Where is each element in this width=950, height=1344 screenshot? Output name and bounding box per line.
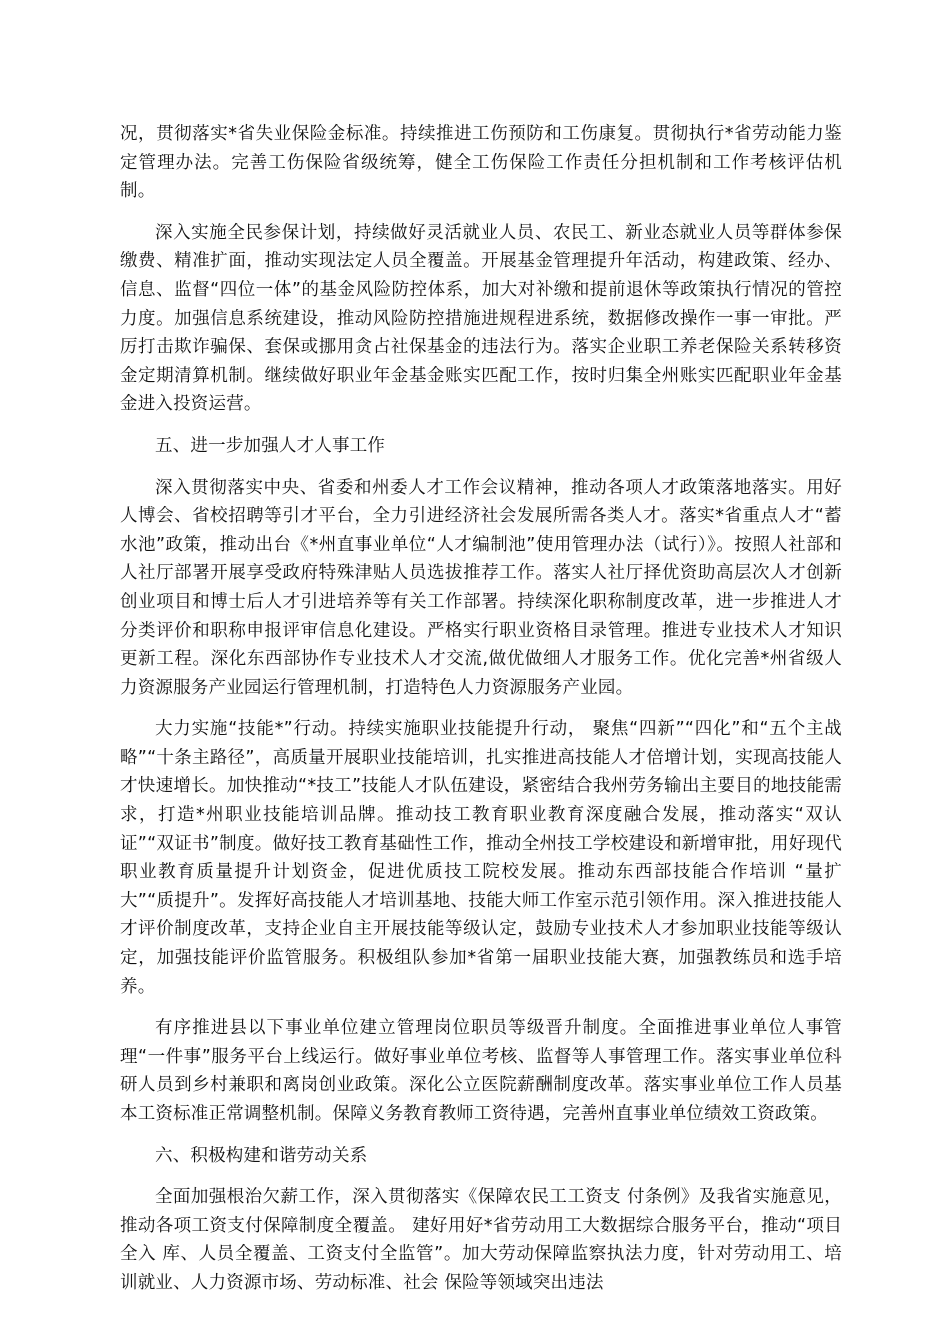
paragraph-talent-policy: 深入贯彻落实中央、省委和州委人才工作会议精神，推动各项人才政策落地落实。用好人博会、省校招聘等引才平台，全力引进经济社会发展所需各类人才。落实*省重点人才“蓄水池”政策，推动出台《*州直事业单位“人才编制池”使用管理办法（试行）》。按照人社部和人社厅部署开展享受政府特殊津贴人员选拔推荐工作。落实人社厅择优资助高层次人才创新创业项目和博士后人才引进培养等有关工作部署。持续深化职称制度改革，进一步推进人才分类评价和职称申报评审信息化建设。严格实行职业资格目录管理。推进专业技术人才知识更新工程。深化东西部协作专业技术人才交流,做优做细人才服务工作。优化完善*州省级人力资源服务产业园运行管理机制，打造特色人力资源服务产业园。 [120,477,842,698]
section-heading-talent: 五、进一步加强人才人事工作 [155,435,386,456]
paragraph-insurance-coverage: 深入实施全民参保计划，持续做好灵活就业人员、农民工、新业态就业人员等群体参保缴费、精准扩面，推动实现法定人员全覆盖。开展基金管理提升年活动，构建政策、经办、信息、监督“四位一体”的基金风险防控体系，加大对补缴和提前退休等政策执行情况的管控力度。加强信息系统建设，推动风险防控措施进规程进系统，数据修改操作一事一审批。严厉打击欺诈骗保、套保或挪用贪占社保基金的违法行为。落实企业职工养老保险关系转移资金定期清算机制。继续做好职业年金基金账实匹配工作，按时归集全州账实匹配职业年金基金进入投资运营。 [120,222,842,415]
section-heading-labor-relations: 六、积极构建和谐劳动关系 [155,1145,368,1166]
document-body [120,120,842,1311]
paragraph-skills-action: 大力实施“技能*”行动。持续实施职业技能提升行动， 聚焦“四新”“四化”和“五个主战略”“十条主路径”，高质量开展职业技能培训，扎实推进高技能人才倍增计划，实现高技能人才快速增长。加快推动“*技工”技能人才队伍建设，紧密结合我州劳务输出主要目的地技能需求，打造*州职业技能培训品牌。推动技工教育职业教育深度融合发展，推动落实“双认证”“双证书”制度。做好技工教育基础性工作，推动全州技工学校建设和新增审批，用好现代职业教育质量提升计划资金，促进优质技工院校发展。推动东西部技能合作培训 “量扩大”“质提升”。发挥好高技能人才培训基地、技能大师工作室示范引领作用。深入推进技能人才评价制度改革，支持企业自主开展技能等级认定，鼓励专业技术人才参加职业技能等级认定，加强技能评价监管服务。积极组队参加*省第一届职业技能大赛，加强教练员和选手培养。 [120,719,842,997]
paragraph-continued: 况，贯彻落实*省失业保险金标准。持续推进工伤预防和工伤康复。贯彻执行*省劳动能力鉴定管理办法。完善工伤保险省级统筹，健全工伤保险工作责任分担机制和工作考核评估机制。 [120,124,842,202]
paragraph-wage-arrears: 全面加强根治欠薪工作，深入贯彻落实《保障农民工工资支 付条例》及我省实施意见，推动各项工资支付保障制度全覆盖。 建好用好*省劳动用工大数据综合服务平台，推动“项目全入 库、人员全覆盖、工资支付全监管”。加大劳动保障监察执法力度，针对劳动用工、培训就业、人力资源市场、劳动标准、社会 保险等领域突出违法 [120,1187,842,1293]
paragraph-public-institutions: 有序推进县以下事业单位建立管理岗位职员等级晋升制度。全面推进事业单位人事管理“一件事”服务平台上线运行。做好事业单位考核、监督等人事管理工作。落实事业单位科研人员到乡村兼职和离岗创业政策。深化公立医院薪酬制度改革。落实事业单位工作人员基本工资标准正常调整机制。保障义务教育教师工资待遇，完善州直事业单位绩效工资政策。 [120,1018,842,1124]
